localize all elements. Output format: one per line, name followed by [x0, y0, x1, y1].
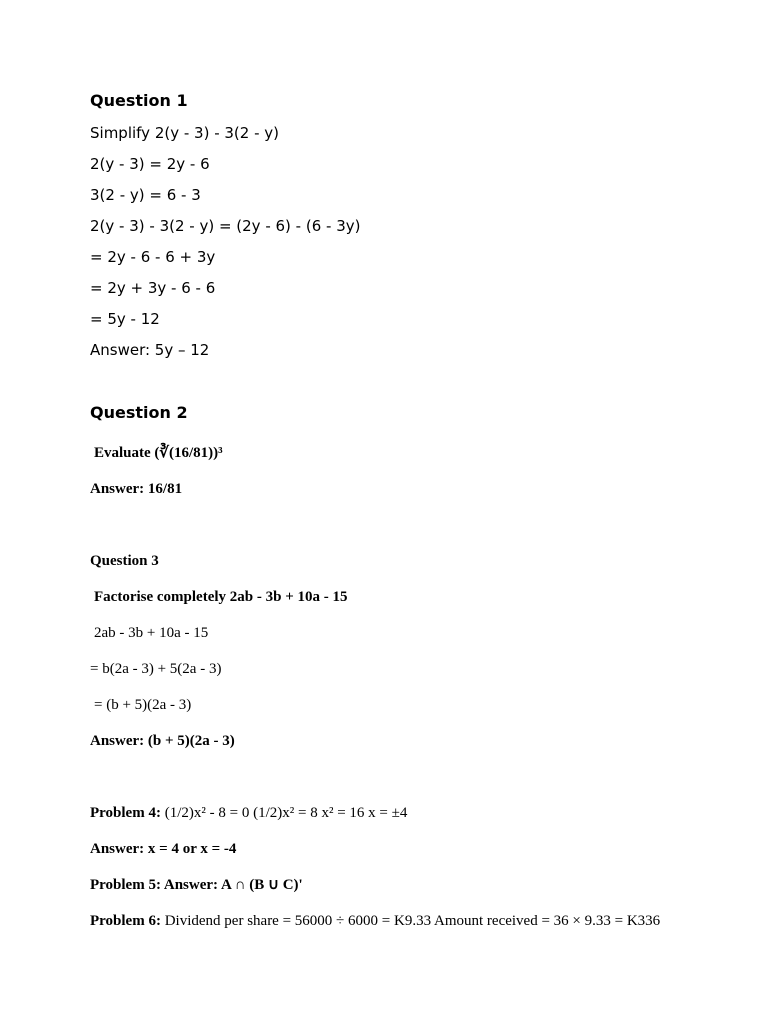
- question-3-step: = (b + 5)(2a - 3): [94, 697, 192, 713]
- question-1-line: = 5y - 12: [90, 310, 160, 328]
- question-2-heading: Question 2: [90, 403, 188, 422]
- problem-4-answer: Answer: x = 4 or x = -4: [90, 841, 237, 857]
- question-1-line: Simplify 2(y - 3) - 3(2 - y): [90, 124, 280, 142]
- question-1-line: 3(2 - y) = 6 - 3: [90, 186, 201, 204]
- question-3-prompt: Factorise completely 2ab - 3b + 10a - 15: [94, 589, 348, 605]
- question-3-answer: Answer: (b + 5)(2a - 3): [90, 733, 235, 749]
- question-1-line: 2(y - 3) = 2y - 6: [90, 155, 210, 173]
- problem-4-text: (1/2)x² - 8 = 0 (1/2)x² = 8 x² = 16 x = ±4: [160, 805, 408, 821]
- problem-6-label: Problem 6:: [90, 913, 161, 929]
- question-2-prompt: Evaluate (∛(16/81))³: [94, 445, 223, 461]
- problem-6-text: Dividend per share = 56000 ÷ 6000 = K9.33 Amount received = 36 × 9.33 = K336: [160, 913, 661, 929]
- question-1-line: = 2y - 6 - 6 + 3y: [90, 248, 216, 266]
- problem-4-label: Problem 4:: [90, 805, 161, 821]
- question-3-step: = b(2a - 3) + 5(2a - 3): [90, 661, 222, 677]
- question-1-line: = 2y + 3y - 6 - 6: [90, 279, 216, 297]
- question-1-line: 2(y - 3) - 3(2 - y) = (2y - 6) - (6 - 3y): [90, 217, 361, 235]
- problem-5: Problem 5: Answer: A ∩ (B ∪ C)': [90, 877, 303, 893]
- problem-4: [90, 803, 407, 823]
- question-2-answer: Answer: 16/81: [90, 481, 183, 497]
- question-1-answer: Answer: 5y – 12: [90, 341, 210, 359]
- question-3-step: 2ab - 3b + 10a - 15: [94, 625, 209, 641]
- problem-6: [90, 911, 660, 931]
- question-1-heading: Question 1: [90, 91, 188, 110]
- question-3-heading: Question 3: [90, 553, 159, 569]
